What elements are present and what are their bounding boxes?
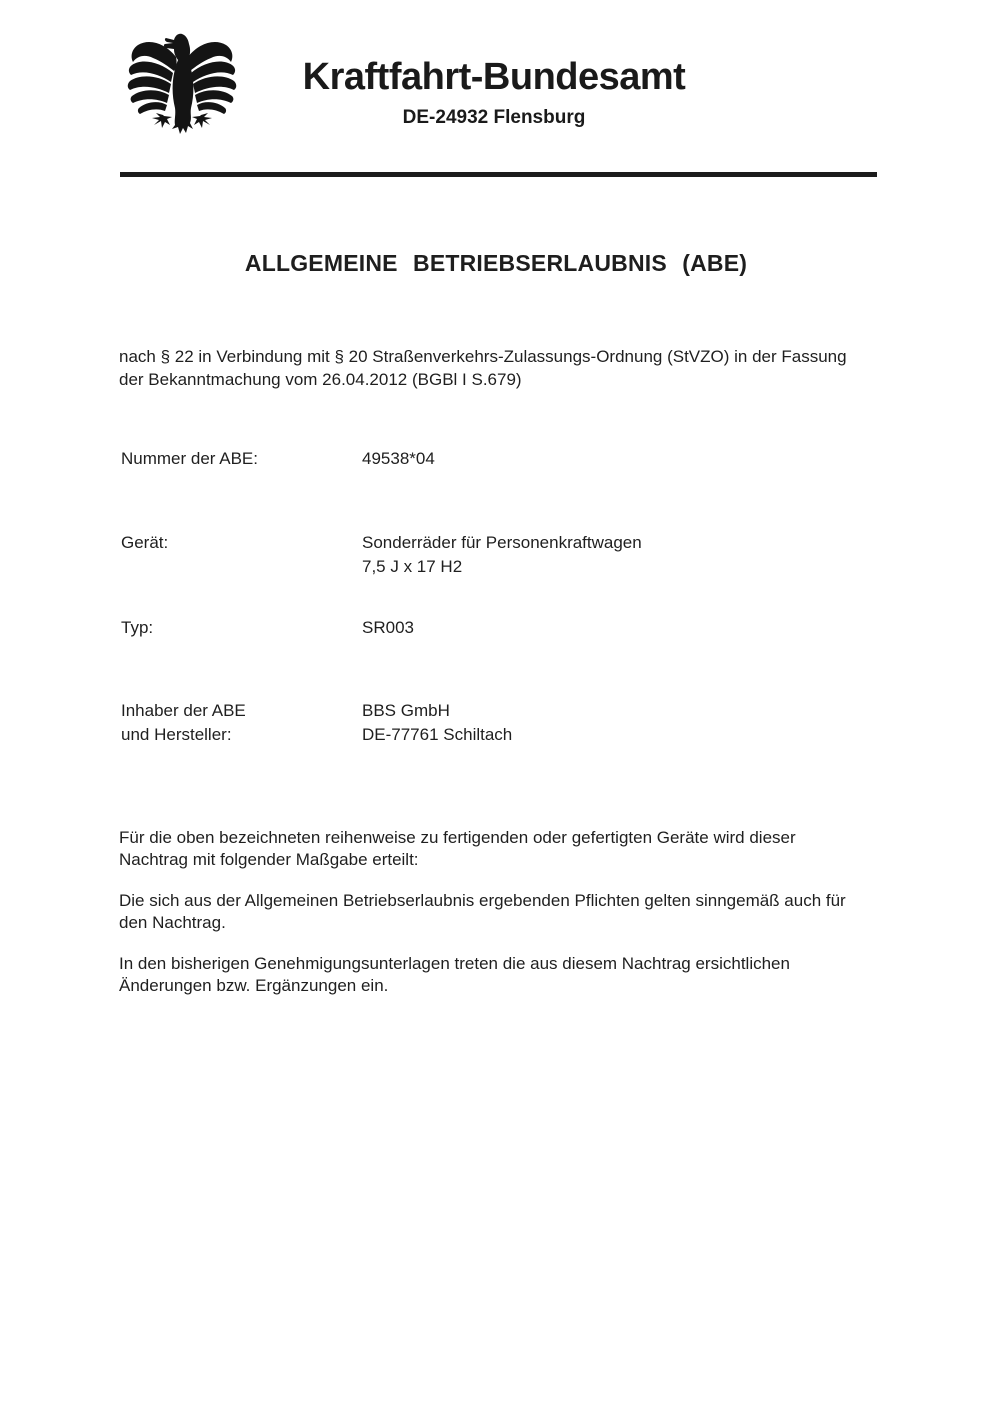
agency-name: Kraftfahrt-Bundesamt: [302, 56, 686, 98]
paragraph: Für die oben bezeichneten reihenweise zu fertigenden oder gefertigten Geräte wird dieser Nachtrag mit folgender Maßgabe erteilt:: [119, 828, 796, 869]
field-label: Nummer der ABE:: [121, 449, 258, 468]
field-label-line: und Hersteller:: [121, 725, 232, 744]
body-paragraphs: [119, 827, 864, 1016]
header-divider: [120, 172, 877, 177]
field-label: Gerät:: [121, 533, 169, 552]
field-value-line: 7,5 J x 17 H2: [362, 557, 463, 576]
field-label: [121, 699, 362, 747]
field-value: [362, 531, 642, 579]
agency-location: DE-24932 Flensburg: [402, 107, 586, 128]
field-value: 49538*04: [362, 449, 435, 468]
field-row-geraet: [121, 531, 642, 579]
document-title: ALLGEMEINE BETRIEBSERLAUBNIS (ABE): [244, 250, 748, 276]
letterhead: [288, 55, 700, 129]
field-value-line: Sonderräder für Personenkraftwagen: [362, 533, 642, 552]
field-label-line: Inhaber der ABE: [121, 701, 246, 720]
field-row-inhaber-hersteller: [121, 699, 512, 747]
legal-basis-text: nach § 22 in Verbindung mit § 20 Straßenverkehrs-Zulassungs-Ordnung (StVZO) in der Fassung der Bekanntmachung vom 26.04.2012 (BGBl I S.679): [119, 347, 847, 389]
paragraph: Die sich aus der Allgemeinen Betriebserlaubnis ergebenden Pflichten gelten sinngemäß auch für den Nachtrag.: [119, 891, 846, 932]
field-row-nummer-der-abe: [121, 447, 435, 471]
federal-eagle-icon: [126, 30, 238, 138]
field-row-typ: [121, 616, 414, 640]
field-value-line: DE-77761 Schiltach: [362, 725, 513, 744]
paragraph: In den bisherigen Genehmigungsunterlagen treten die aus diesem Nachtrag ersichtlichen Änderungen bzw. Ergänzungen ein.: [119, 954, 790, 995]
field-value: SR003: [362, 618, 414, 637]
field-value: [362, 699, 512, 747]
field-value-line: BBS GmbH: [362, 701, 450, 720]
field-label: Typ:: [121, 618, 154, 637]
